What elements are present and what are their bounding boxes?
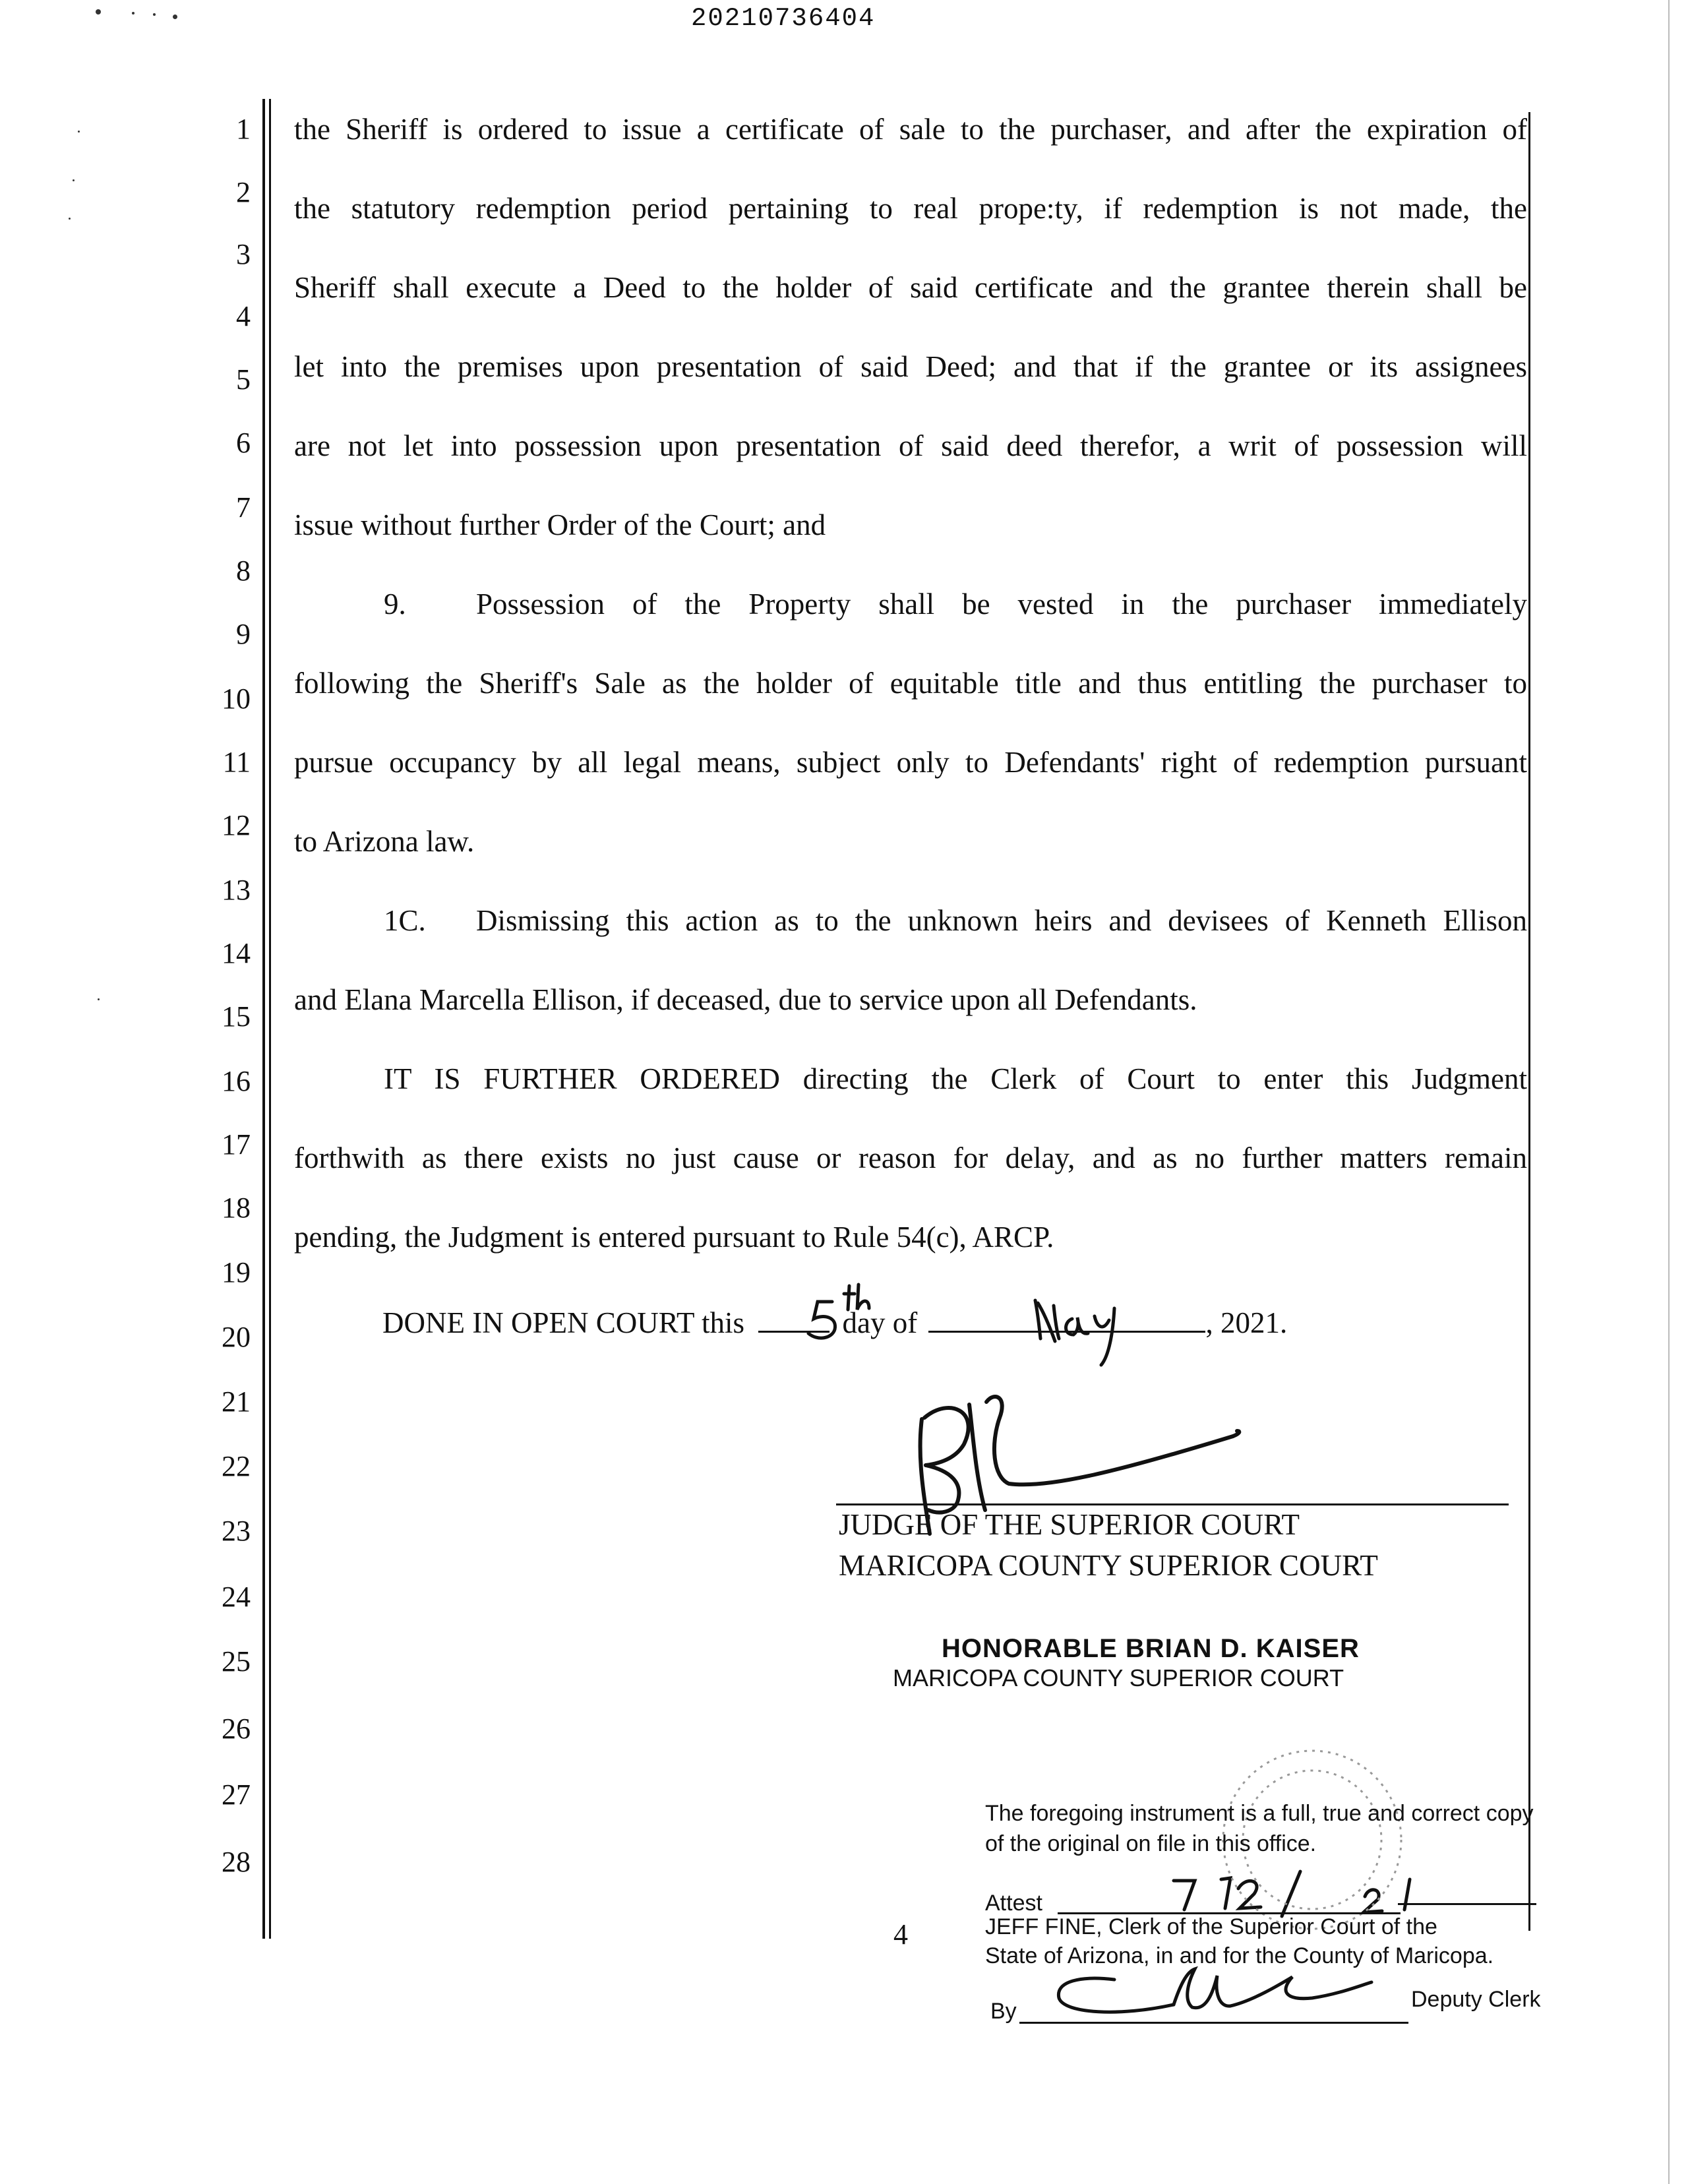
line-number: 1 (236, 113, 251, 145)
line-number: 28 (222, 1846, 251, 1878)
paragraph-number-9: 9. (384, 588, 406, 621)
body-text-line: Sheriff shall execute a Deed to the holder of said certificate and the grantee therein shall be (294, 271, 1527, 304)
line-number: 15 (222, 1000, 251, 1033)
deputy-clerk-signature (1058, 1969, 1372, 2012)
certification-line-1: The foregoing instrument is a full, true and correct copy (985, 1801, 1534, 1826)
line-number: 21 (222, 1385, 251, 1418)
line-number: 27 (222, 1778, 251, 1811)
body-text-line: are not let into possession upon presentation of said deed therefor, a writ of possession will (294, 429, 1527, 462)
line-number: 19 (222, 1256, 251, 1289)
by-label: By (990, 1999, 1017, 2024)
line-number: 13 (222, 874, 251, 906)
line-number: 20 (222, 1321, 251, 1353)
body-text-line: issue without further Order of the Court; and (294, 508, 826, 541)
handwritten-day (808, 1285, 869, 1338)
done-prefix: DONE IN OPEN COURT this (382, 1306, 744, 1339)
body-text-line: pending, the Judgment is entered pursuant to Rule 54(c), ARCP. (294, 1221, 1054, 1254)
deputy-signature-line (1019, 2022, 1408, 2024)
line-number: 17 (222, 1128, 251, 1161)
judge-court-stamp: MARICOPA COUNTY SUPERIOR COURT (893, 1664, 1344, 1691)
body-text-line: to Arizona law. (294, 825, 475, 858)
signature-line (836, 1503, 1509, 1505)
judge-title: JUDGE OF THE SUPERIOR COURT (839, 1508, 1300, 1541)
line-number: 6 (236, 427, 251, 459)
body-text-line: IT IS FURTHER ORDERED directing the Clerk of Court to enter this Judgment (384, 1062, 1527, 1095)
line-number: 23 (222, 1515, 251, 1547)
handwritten-month (1035, 1300, 1114, 1365)
cert-rule-right (1398, 1903, 1536, 1905)
line-number: 10 (222, 682, 251, 715)
line-number: 14 (222, 937, 251, 969)
attest-label: Attest (985, 1891, 1042, 1916)
body-text-line: Possession of the Property shall be vested in the purchaser immediately (476, 588, 1527, 621)
certification-line-4: JEFF FINE, Clerk of the Superior Court of the (985, 1914, 1437, 1939)
body-text-line: the Sheriff is ordered to issue a certificate of sale to the purchaser, and after the expiration of (294, 113, 1527, 146)
certification-line-2: of the original on file in this office. (985, 1831, 1317, 1856)
line-number: 22 (222, 1450, 251, 1482)
line-number: 11 (222, 746, 251, 778)
line-number: 12 (222, 809, 251, 841)
line-number: 9 (236, 618, 251, 650)
certification-line-5: State of Arizona, in and for the County of Maricopa. (985, 1943, 1494, 1968)
line-number: 3 (236, 238, 251, 270)
deputy-clerk-label: Deputy Clerk (1411, 1987, 1541, 2012)
line-number: 16 (222, 1065, 251, 1097)
handwritten-attest-date (1174, 1871, 1410, 1916)
body-text-line: the statutory redemption period pertaining to real prope:ty, if redemption is not made, the (294, 192, 1527, 225)
line-number: 7 (236, 491, 251, 524)
done-middle: day of (842, 1306, 918, 1339)
line-number: 18 (222, 1192, 251, 1224)
body-text-line: following the Sheriff's Sale as the holder of equitable title and thus entitling the purchaser to (294, 667, 1527, 700)
judge-court: MARICOPA COUNTY SUPERIOR COURT (839, 1549, 1378, 1582)
document-number: 20210736404 (691, 4, 876, 33)
body-text-line: pursue occupancy by all legal means, subject only to Defendants' right of redemption pursuant (294, 746, 1527, 779)
line-number: 4 (236, 300, 251, 332)
paragraph-number-10: 1C. (384, 904, 426, 937)
body-text-line: Dismissing this action as to the unknown heirs and devisees of Kenneth Ellison (476, 904, 1527, 937)
line-number: 8 (236, 555, 251, 587)
body-text-line: let into the premises upon presentation of said Deed; and that if the grantee or its assignees (294, 350, 1527, 383)
line-number: 25 (222, 1645, 251, 1678)
body-text-line: forthwith as there exists no just cause or reason for delay, and as no further matters remain (294, 1141, 1527, 1174)
line-number: 5 (236, 363, 251, 396)
body-text-line: and Elana Marcella Ellison, if deceased, due to service upon all Defendants. (294, 983, 1197, 1016)
judge-name-stamp: HONORABLE BRIAN D. KAISER (942, 1634, 1360, 1663)
line-number: 26 (222, 1713, 251, 1745)
page-number: 4 (893, 1918, 908, 1951)
line-number: 24 (222, 1581, 251, 1613)
done-suffix: , 2021. (1205, 1306, 1288, 1339)
line-number: 2 (236, 176, 251, 208)
